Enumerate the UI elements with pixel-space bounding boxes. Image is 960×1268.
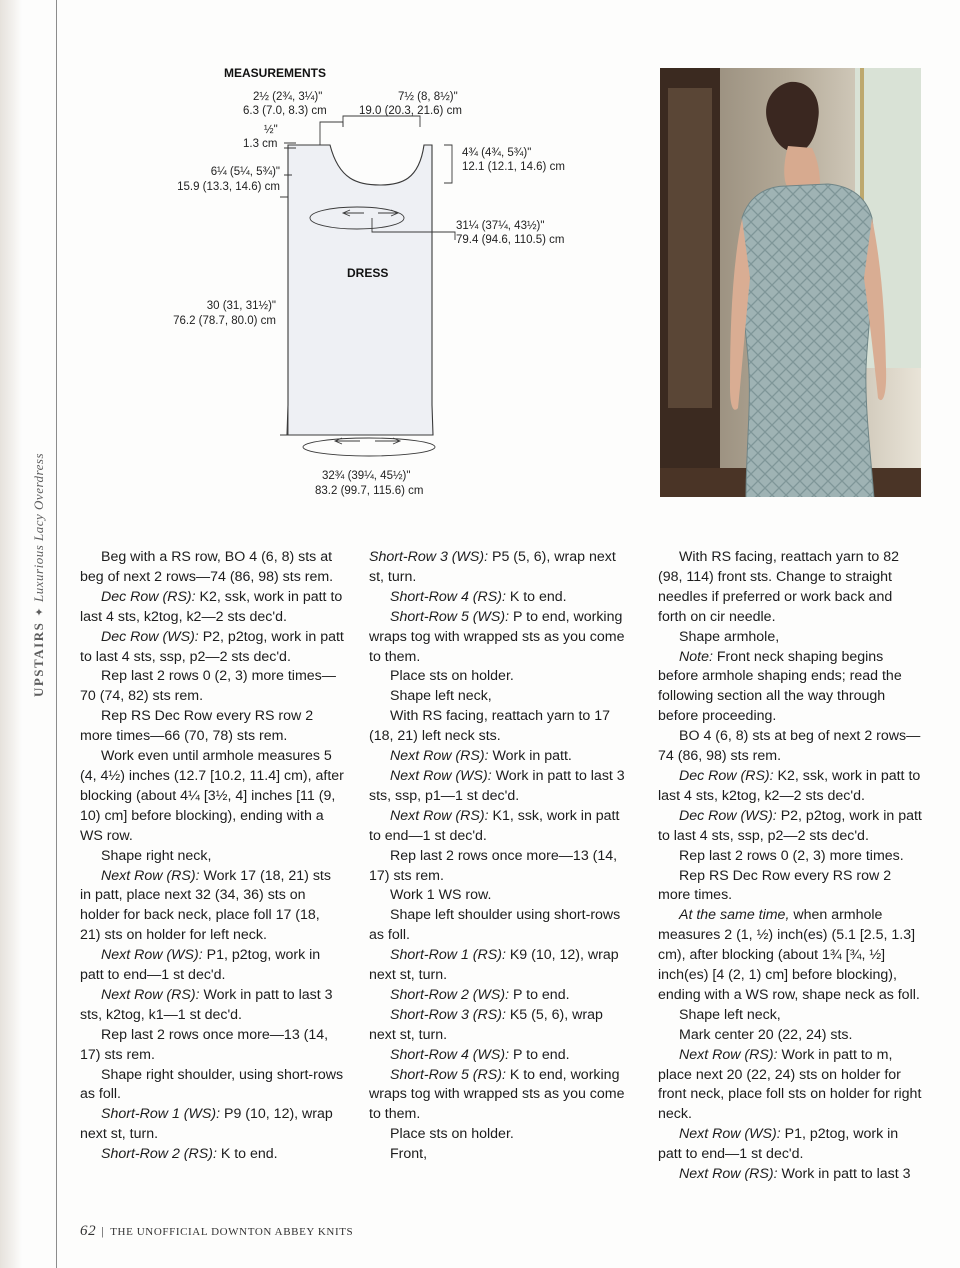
instruction-paragraph [369,1046,633,1066]
row-label: Short-Row 1 (RS): [390,947,506,964]
instruction-paragraph [369,1145,633,1165]
instruction-text: Place sts on holder. [390,1126,514,1143]
instruction-text: P1, p2tog, work in patt to end—1 st dec'd. [658,1126,899,1163]
instruction-paragraph [658,1026,922,1046]
bust-cm: 79.4 (94.6, 110.5) cm [456,234,565,246]
measurements-heading: MEASUREMENTS [224,66,327,80]
instruction-text: Rep last 2 rows once more—13 (14, 17) sts rem. [369,847,618,884]
instruction-paragraph [658,1165,922,1185]
instruction-paragraph [369,1066,633,1126]
instruction-paragraph [80,986,344,1026]
instruction-text: P9 (10, 12), wrap next st, turn. [80,1106,333,1143]
instruction-text: Rep last 2 rows once more—13 (14, 17) sts rem. [80,1026,329,1063]
row-label: Dec Row (WS): [101,628,199,645]
instruction-paragraph [80,747,344,847]
instruction-text: K2, ssk, work in patt to last 4 sts, k2tog, k2—2 sts dec'd. [80,588,343,625]
instruction-text: Work in patt to last 3 sts, ssp, p1—1 st dec'd. [369,767,625,804]
instruction-paragraph [658,1046,922,1126]
row-label: Short-Row 2 (RS): [101,1146,217,1163]
instruction-text: BO 4 (6, 8) sts at beg of next 2 rows—74 (86, 98) sts rem. [658,728,921,765]
row-label: Short-Row 5 (WS): [390,608,510,625]
instruction-paragraph [369,767,633,807]
instruction-text: Rep last 2 rows 0 (2, 3) more times. [679,847,904,864]
dress-label: DRESS [347,266,389,280]
row-label: Dec Row (RS): [101,588,196,605]
instruction-text: Shape right shoulder, using short-rows as foll. [80,1066,344,1103]
instruction-paragraph [658,628,922,648]
instructions-column-2 [369,548,633,1165]
instruction-paragraph [369,548,633,588]
instruction-paragraph [369,1125,633,1145]
instruction-paragraph [80,628,344,668]
instruction-paragraph [658,906,922,1006]
instruction-paragraph [369,747,633,767]
instruction-text: Work in patt to last 3 sts, k2tog, k1—1 st dec'd. [80,986,333,1023]
instruction-paragraph [369,807,633,847]
instruction-paragraph [80,588,344,628]
instruction-paragraph [658,767,922,807]
neck-width-in: 7½ (8, 8½)" [398,91,458,103]
instruction-text: Mark center 20 (22, 24) sts. [679,1026,853,1043]
instructions-column-1 [80,548,344,1165]
row-label: Short-Row 3 (RS): [390,1006,506,1023]
shoulder-drop-in: ½" [264,124,278,136]
instruction-paragraph [80,707,344,747]
instruction-text: P5 (5, 6), wrap next st, turn. [369,549,616,585]
row-label: At the same time, [679,907,790,924]
row-label: Dec Row (RS): [679,767,774,784]
row-label: Short-Row 1 (WS): [101,1106,221,1123]
instruction-text: K to end. [505,588,567,605]
dress-outline [287,145,433,435]
row-label: Next Row (WS): [679,1126,781,1143]
instruction-text: With RS facing, reattach yarn to 17 (18, 21) left neck sts. [369,708,611,745]
row-label: Short-Row 3 (WS): [369,549,489,565]
instruction-paragraph [658,1006,922,1026]
row-label: Note: [679,648,713,665]
instruction-text: P to end, working wraps tog with wrapped sts as you come to them. [369,608,625,665]
instruction-paragraph [658,727,922,767]
row-label: Next Row (RS): [101,867,200,884]
instruction-text: Rep RS Dec Row every RS row 2 more times—66 (70, 78) sts rem. [80,708,314,745]
instruction-paragraph [80,946,344,986]
instruction-text: Work in patt to last 3 [777,1166,911,1183]
instruction-paragraph [80,1026,344,1066]
shoulder-width-cm: 6.3 (7.0, 8.3) cm [243,105,327,117]
instruction-paragraph [369,986,633,1006]
instruction-paragraph [369,946,633,986]
instruction-text: Work 17 (18, 21) sts in patt, place next 32 (34, 36) sts on holder for back neck, place foll 17 (18, 21) sts on holder for left neck. [80,867,331,944]
row-label: Next Row (RS): [390,807,489,824]
instruction-paragraph [80,867,344,947]
instruction-text: Beg with a RS row, BO 4 (6, 8) sts at beg of next 2 rows—74 (86, 98) sts rem. [80,549,334,585]
instruction-paragraph [658,867,922,907]
instruction-text: K to end. [216,1146,278,1163]
instruction-text: K5 (5, 6), wrap next st, turn. [369,1006,603,1043]
neck-depth-in: 4¾ (4¾, 5¾)" [462,147,532,159]
pattern-title: Luxurious Lacy Overdress [31,452,46,602]
instruction-paragraph [80,548,344,588]
instruction-text: K1, ssk, work in patt to end—1 st dec'd. [369,807,620,844]
armhole-depth-in: 6¼ (5¼, 5¾)" [210,166,280,178]
instruction-text: Shape left shoulder using short-rows as foll. [369,907,621,944]
instruction-text: Work 1 WS row. [390,887,492,904]
row-label: Dec Row (WS): [679,807,777,824]
row-label: Short-Row 4 (RS): [390,588,506,605]
neck-width-cm: 19.0 (20.3, 21.6) cm [359,105,462,117]
instruction-text: Work in patt to m, place next 20 (22, 24) sts on holder for front neck, place foll sts on holder for right neck. [658,1046,922,1123]
model-photo [660,68,921,497]
hem-cm: 83.2 (99.7, 115.6) cm [315,485,424,497]
instruction-text: Shape left neck, [390,688,492,705]
footer-separator: | [101,1224,105,1238]
instruction-paragraph [369,588,633,608]
row-label: Next Row (WS): [390,767,492,784]
instruction-paragraph [80,1105,344,1145]
row-label: Short-Row 2 (WS): [390,986,510,1003]
row-label: Short-Row 4 (WS): [390,1046,510,1063]
instruction-text: K9 (10, 12), wrap next st, turn. [369,947,619,984]
row-label: Next Row (WS): [101,947,203,964]
instruction-text: P to end. [509,1046,570,1063]
instruction-text: Shape armhole, [679,628,780,645]
instruction-text: Front neck shaping begins before armhole shaping ends; read the following section all the way through before proceeding. [658,648,902,725]
instruction-text: Place sts on holder. [390,668,514,685]
instruction-text: Shape right neck, [101,847,212,864]
instruction-paragraph [80,1145,344,1165]
row-label: Short-Row 5 (RS): [390,1066,506,1083]
instruction-text: P2, p2tog, work in patt to last 4 sts, ssp, p2—2 sts dec'd. [80,628,344,665]
page-footer [80,1223,353,1240]
instruction-paragraph [80,667,344,707]
instruction-paragraph [658,1125,922,1165]
instruction-paragraph [369,707,633,747]
instruction-text: Rep RS Dec Row every RS row 2 more times. [658,867,892,904]
instruction-text: K to end, working wraps tog with wrapped sts as you come to them. [369,1066,625,1123]
row-label: Next Row (RS): [101,986,200,1003]
neck-depth-cm: 12.1 (12.1, 14.6) cm [462,161,565,173]
instruction-paragraph [658,648,922,728]
instruction-paragraph [369,1006,633,1046]
instruction-text: Rep last 2 rows 0 (2, 3) more times—70 (74, 82) sts rem. [80,668,336,705]
instruction-paragraph [658,847,922,867]
length-in: 30 (31, 31½)" [206,300,276,312]
instruction-text: Front, [390,1146,428,1163]
instruction-text: when armhole measures 2 (1, ½) inch(es) (5.1 [2.5, 1.3] cm), after blocking (about 1¾ [¾, ½] inch(es) [4 (2, 1) cm] before blocking), ending with a WS row, shape neck as foll. [658,907,920,1003]
instruction-text: Shape left neck, [679,1006,781,1023]
bust-in: 31¼ (37¼, 43½)" [456,220,545,232]
instruction-paragraph [369,667,633,687]
instruction-text: P2, p2tog, work in patt to last 4 sts, ssp, p2—2 sts dec'd. [658,807,922,844]
row-label: Next Row (RS): [390,748,489,765]
hem-in: 32¾ (39¼, 45½)" [322,470,411,482]
instruction-paragraph [369,886,633,906]
length-cm: 76.2 (78.7, 80.0) cm [173,315,276,327]
instruction-paragraph [369,906,633,946]
instruction-text: With RS facing, reattach yarn to 82 (98, 114) front sts. Change to straight needles if preferred or work back and forth on cir needle. [658,549,900,625]
instruction-text: Work even until armhole measures 5 (4, 4½) inches (12.7 [10.2, 11.4] cm), after blocking (about 4¼ [3½, 4] inches [11 (9, 10) cm] before blocking), ending with a WS row. [80,748,344,844]
page-number: 62 [80,1223,97,1239]
instruction-text: Work in patt. [488,748,572,765]
instructions-column-3 [658,548,922,1185]
armhole-depth-cm: 15.9 (13.3, 14.6) cm [177,181,280,193]
instruction-paragraph [369,687,633,707]
instruction-paragraph [369,608,633,668]
instruction-paragraph [369,847,633,887]
instruction-text: P to end. [509,986,570,1003]
instruction-paragraph [80,1066,344,1106]
instruction-paragraph [658,807,922,847]
instruction-paragraph [80,847,344,867]
row-label: Next Row (RS): [679,1166,778,1183]
instruction-text: P1, p2tog, work in patt to end—1 st dec'd. [80,947,321,984]
shoulder-drop-cm: 1.3 cm [243,138,278,150]
row-label: Next Row (RS): [679,1046,778,1063]
instruction-paragraph [658,548,922,628]
ornament-icon: ✦ [34,606,46,617]
instruction-text: K2, ssk, work in patt to last 4 sts, k2tog, k2—2 sts dec'd. [658,767,921,804]
book-title: THE UNOFFICIAL DOWNTON ABBEY KNITS [110,1226,354,1238]
section-name: UPSTAIRS [31,621,46,698]
shoulder-width-in: 2½ (2¾, 3¼)" [253,91,323,103]
